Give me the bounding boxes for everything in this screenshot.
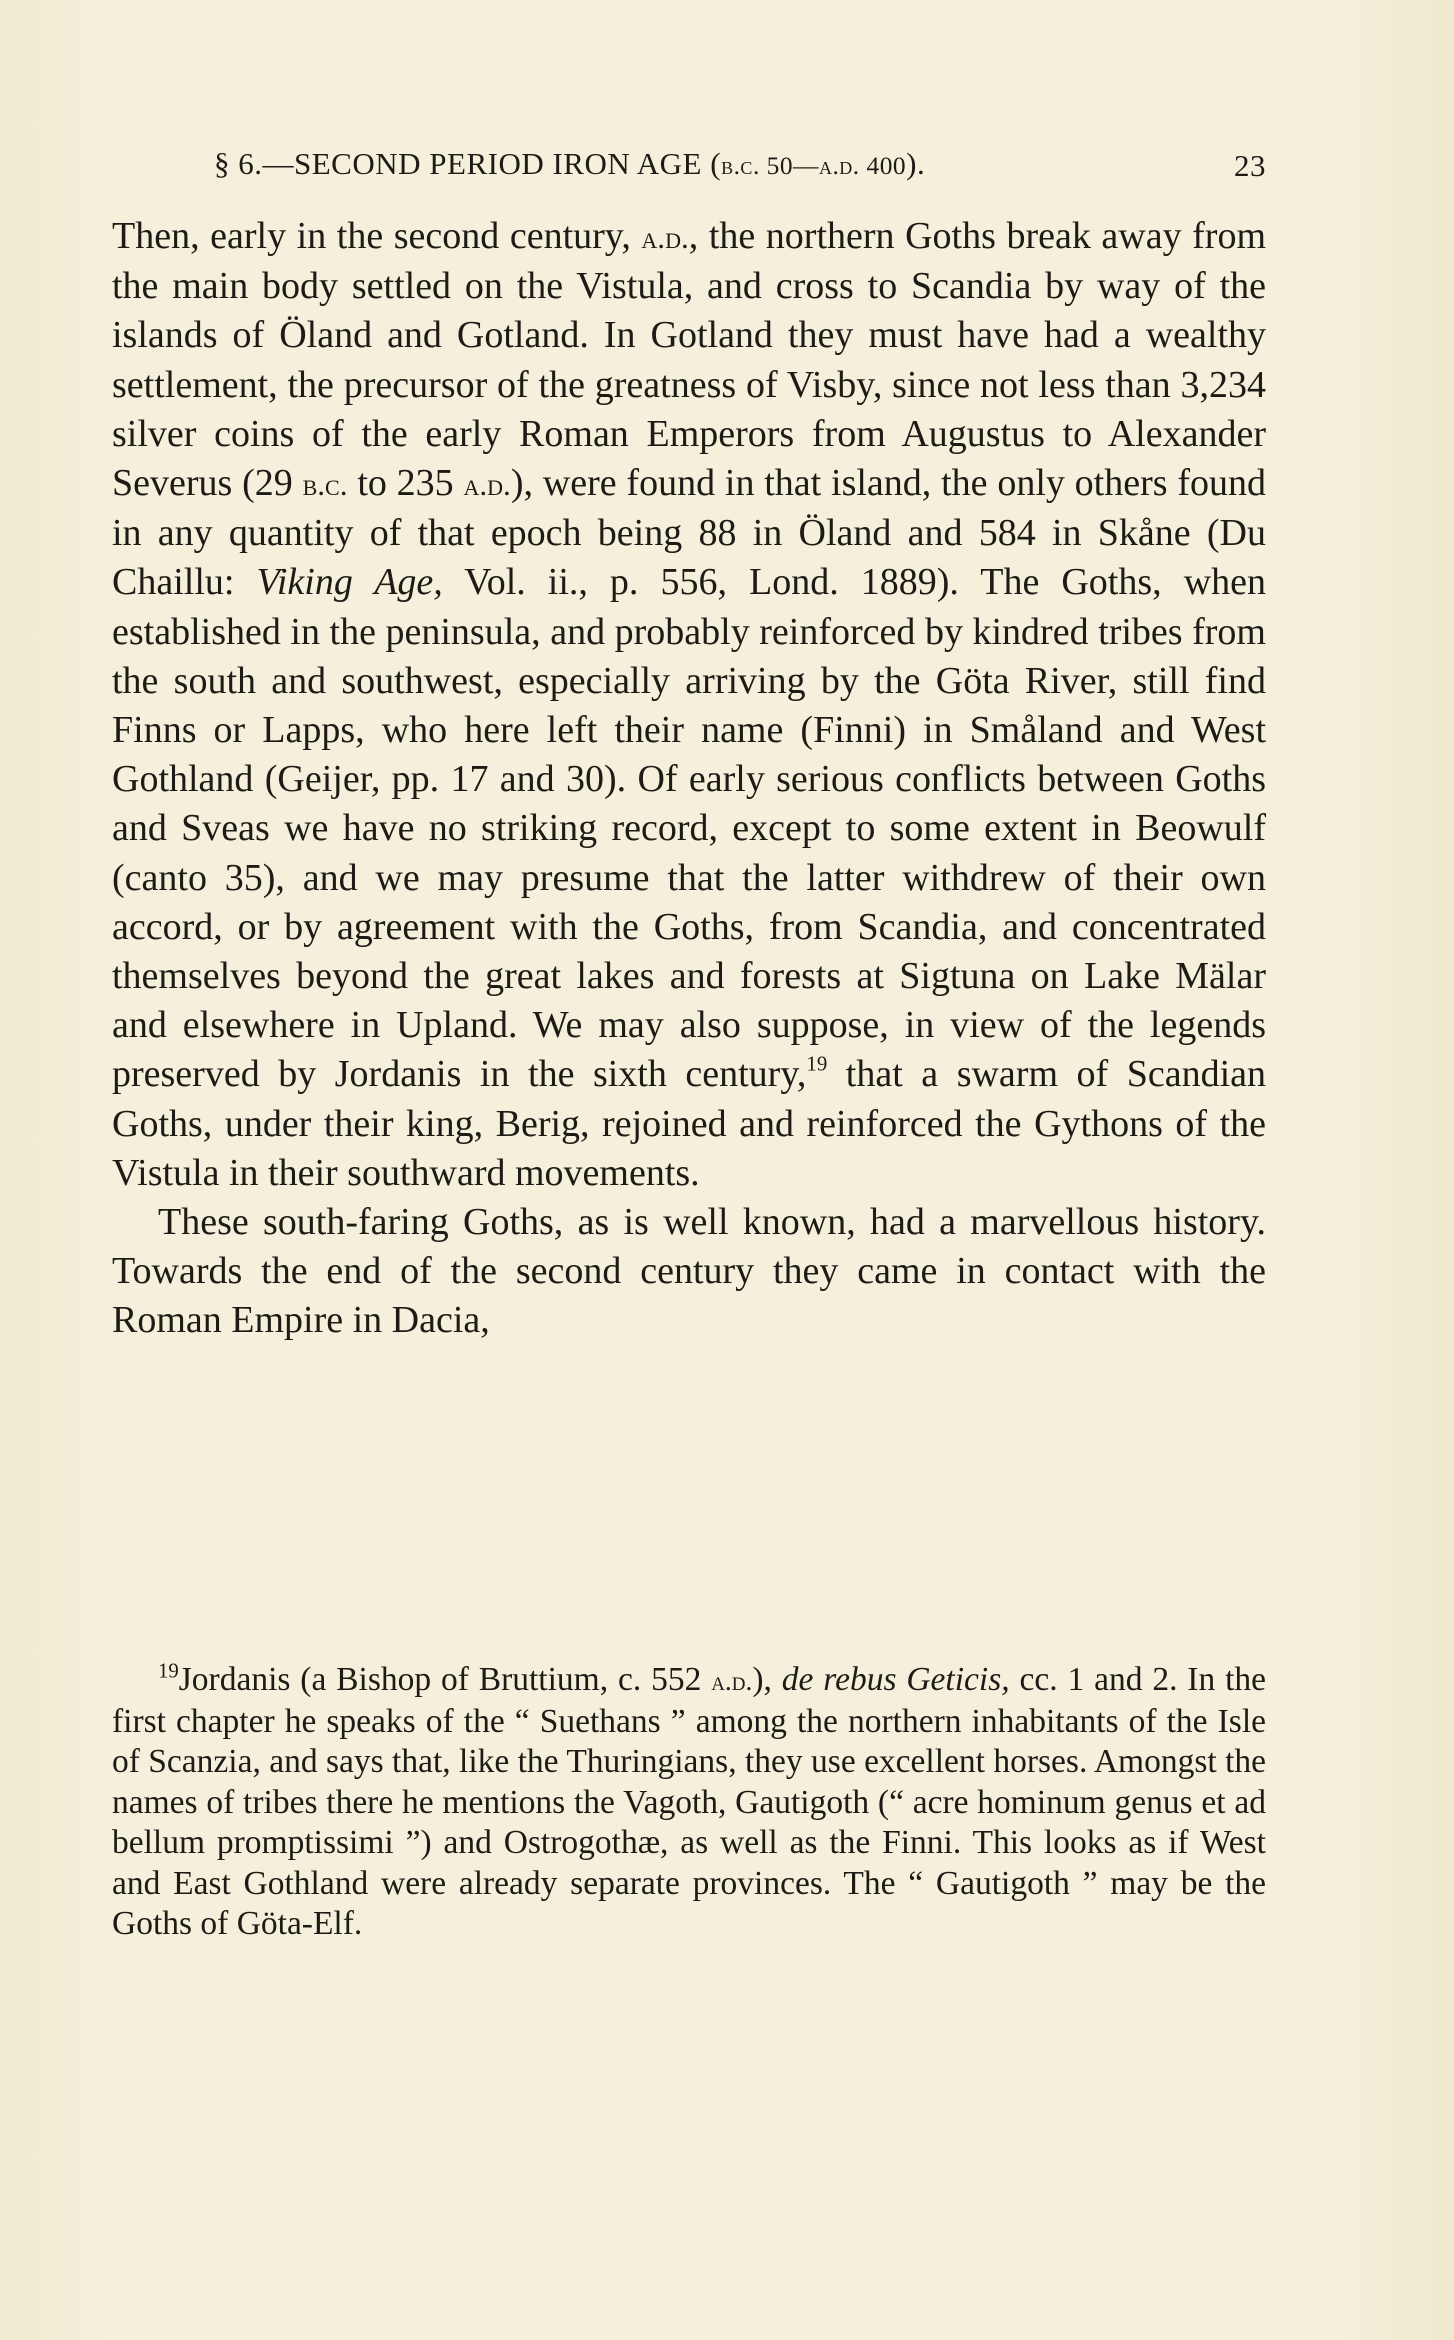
- page-number: 23: [1234, 148, 1266, 183]
- running-header: [214, 146, 1266, 194]
- footnote-19: $^{19}$Jordanis (a Bishop of Bruttium, c. 552 a.d.), de rebus Geticis, cc. 1 and 2. In the first chapter he speaks of the “ Suethans ” among the northern inhabitants of the Isle of Scanzia, and says that, like the Thuringians, they use excellent horses. Amongst the names of tribes there he mentions the Vagoth, Gautigoth (“ acre hominum genus et ad bellum promptissimi ”) and Ostrogothæ, as well as the Finni. This looks as if West and East Gothland were already separate provinces. The “ Gautigoth ” may be the Goths of Göta-Elf.: [112, 1659, 1267, 1942]
- footnote-number: 19: [158, 1659, 179, 1683]
- paragraph-1: Then, early in the second century, a.d., the northern Goths break away from the main body settled on the Vistula, and cross to Scandia by way of the islands of Öland and Gotland. In Gotland they must have had a wealthy settlement, the precursor of the greatness of Visby, since not less than 3,234 silver coins of the early Roman Emperors from Augustus to Alexander Severus (29 b.c. to 235 a.d.), were found in that island, the only others found in any quantity of that epoch being 88 in Öland and 584 in Skåne (Du Chaillu: Viking Age, Vol. ii., p. 556, Lond. 1889). The Goths, when established in the peninsula, and probably reinforced by kindred tribes from the south and southwest, especially arriving by the Göta River, still find Finns or Lapps, who here left their name (Finni) in Småland and West Gothland (Geijer, pp. 17 and 30). Of early serious conflicts between Goths and Sveas we have no striking record, except to some extent in Beowulf (canto 35), and we may presume that the latter withdrew of their own accord, or by agreement with the Goths, from Scandia, and concentrated themselves beyond the great lakes and forests at Sigtuna on Lake Mälar and elsewhere in Upland. We may also suppose, in view of the legends preserved by Jordanis in the sixth century,$^{19}$ that a swarm of Scandian Goths, under their king, Berig, rejoined and reinforced the Gythons of the Vistula in their southward movements.: [112, 215, 1267, 1194]
- date-range: b.c. 50—a.d. 400: [721, 152, 907, 180]
- paragraph-2: These south-faring Goths, as is well known, had a marvellous history. Towards the end of the second century they came in contact with the Roman Empire in Dacia,: [112, 1201, 1266, 1342]
- footnote-reference[interactable]: 19: [806, 1051, 828, 1076]
- footnote: [112, 1660, 1266, 1945]
- book-title: Viking Age,: [256, 561, 443, 604]
- cited-work: de rebus Geticis,: [781, 1661, 1010, 1698]
- chapter-heading: § 6.—SECOND PERIOD IRON AGE (b.c. 50—a.d. 400).: [214, 146, 926, 181]
- main-text: [112, 212, 1266, 1346]
